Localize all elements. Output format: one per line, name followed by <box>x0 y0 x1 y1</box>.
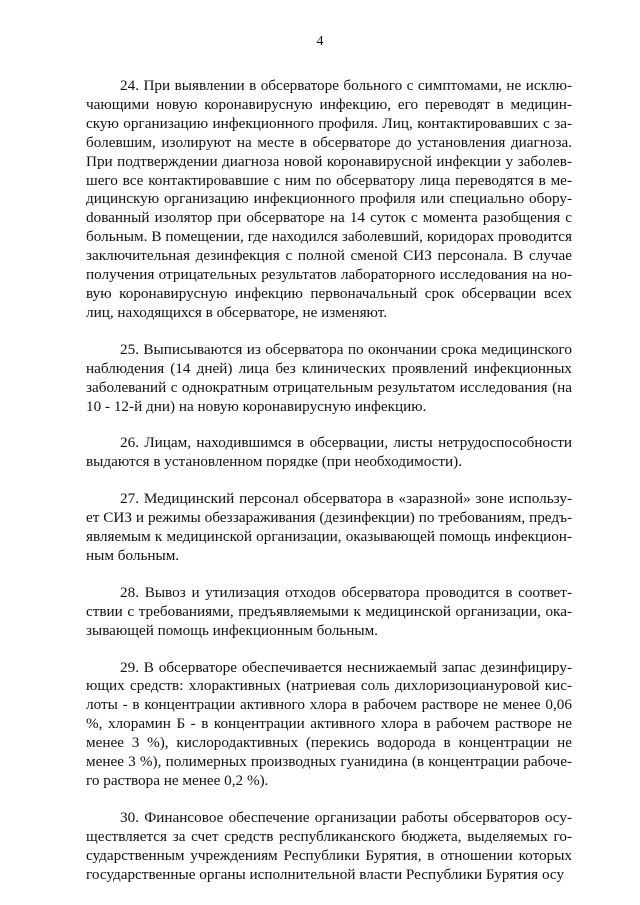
paragraph-28: 28. Вывоз и утилизация отходов обсерватора проводится в соответствии с требованиями, предъявляемыми к медицинской организации, оказывающей помощь инфекционным больным. <box>86 583 572 639</box>
paragraph-25: 25. Выписываются из обсерватора по окончании срока медицинского наблюдения (14 дней) лица без клинических проявлений инфекционных заболеваний с однократным отрицательным результатом исследования (на 10 - 12-й дни) на новую коронавирусную инфекцию. <box>86 340 572 415</box>
page-number: 4 <box>316 34 324 49</box>
paragraph-27: 27. Медицинский персонал обсерватора в «заразной» зоне использует СИЗ и режимы обеззараживания (дезинфекции) по требованиям, предъявляемым к медицинской организации, оказывающей помощь инфекционным больным. <box>86 490 572 564</box>
paragraph-26: 26. Лицам, находившимся в обсервации, листы нетрудоспособности выдаются в установленном порядке (при необходимости). <box>86 434 572 471</box>
paragraph-29: 29. В обсерваторе обеспечивается неснижаемый запас дезинфицирующих средств: хлорактивных (натриевая соль дихлоризоциануровой кислоты - в концентрации активного хлора в рабочем растворе не менее 0,06 %, хлорамин Б - в концентрации активного хлора в рабочем растворе не менее 3 %), кислородактивных (перекись водорода в концентрации не менее 3 %), полимерных производных гуанидина (в концентрации рабочего раствора не менее 0,2 %). <box>86 658 572 789</box>
paragraph-24: 24. При выявлении в обсерваторе больного с симптомами, не исключающими новую коронавирусную инфекцию, его переводят в медицинскую организацию инфекционного профиля. Лиц, контактировавших с заболевшим, изолируют на месте в обсерваторе до установления диагноза. При подтверждении диагноза новой коронавирусной инфекции у заболевшего все контактировавшие с ним по обсерватору лица переводятся в медицинскую организацию инфекционного профиля или специально оборуdованный изолятор при обсерваторе на 14 суток с момента разобщения с больным. В помещении, где находился заболевший, коридорах проводится заключительная дезинфекция с полной сменой СИЗ персонала. В случае получения отрицательных результатов лабораторного исследования на новую коронавирусную инфекцию первоначальный срок обсервации всех лиц, находящихся в обсерваторе, не изменяют. <box>86 77 572 321</box>
paragraph-30: 30. Финансовое обеспечение организации работы обсерваторов осуществляется за счет средств республиканского бюджета, выделяемых государственным учреждениям Республики Бурятия, в отношении которых государственные органы исполнительной власти Республики Бурятия осу <box>86 808 572 883</box>
document-body <box>86 77 572 885</box>
